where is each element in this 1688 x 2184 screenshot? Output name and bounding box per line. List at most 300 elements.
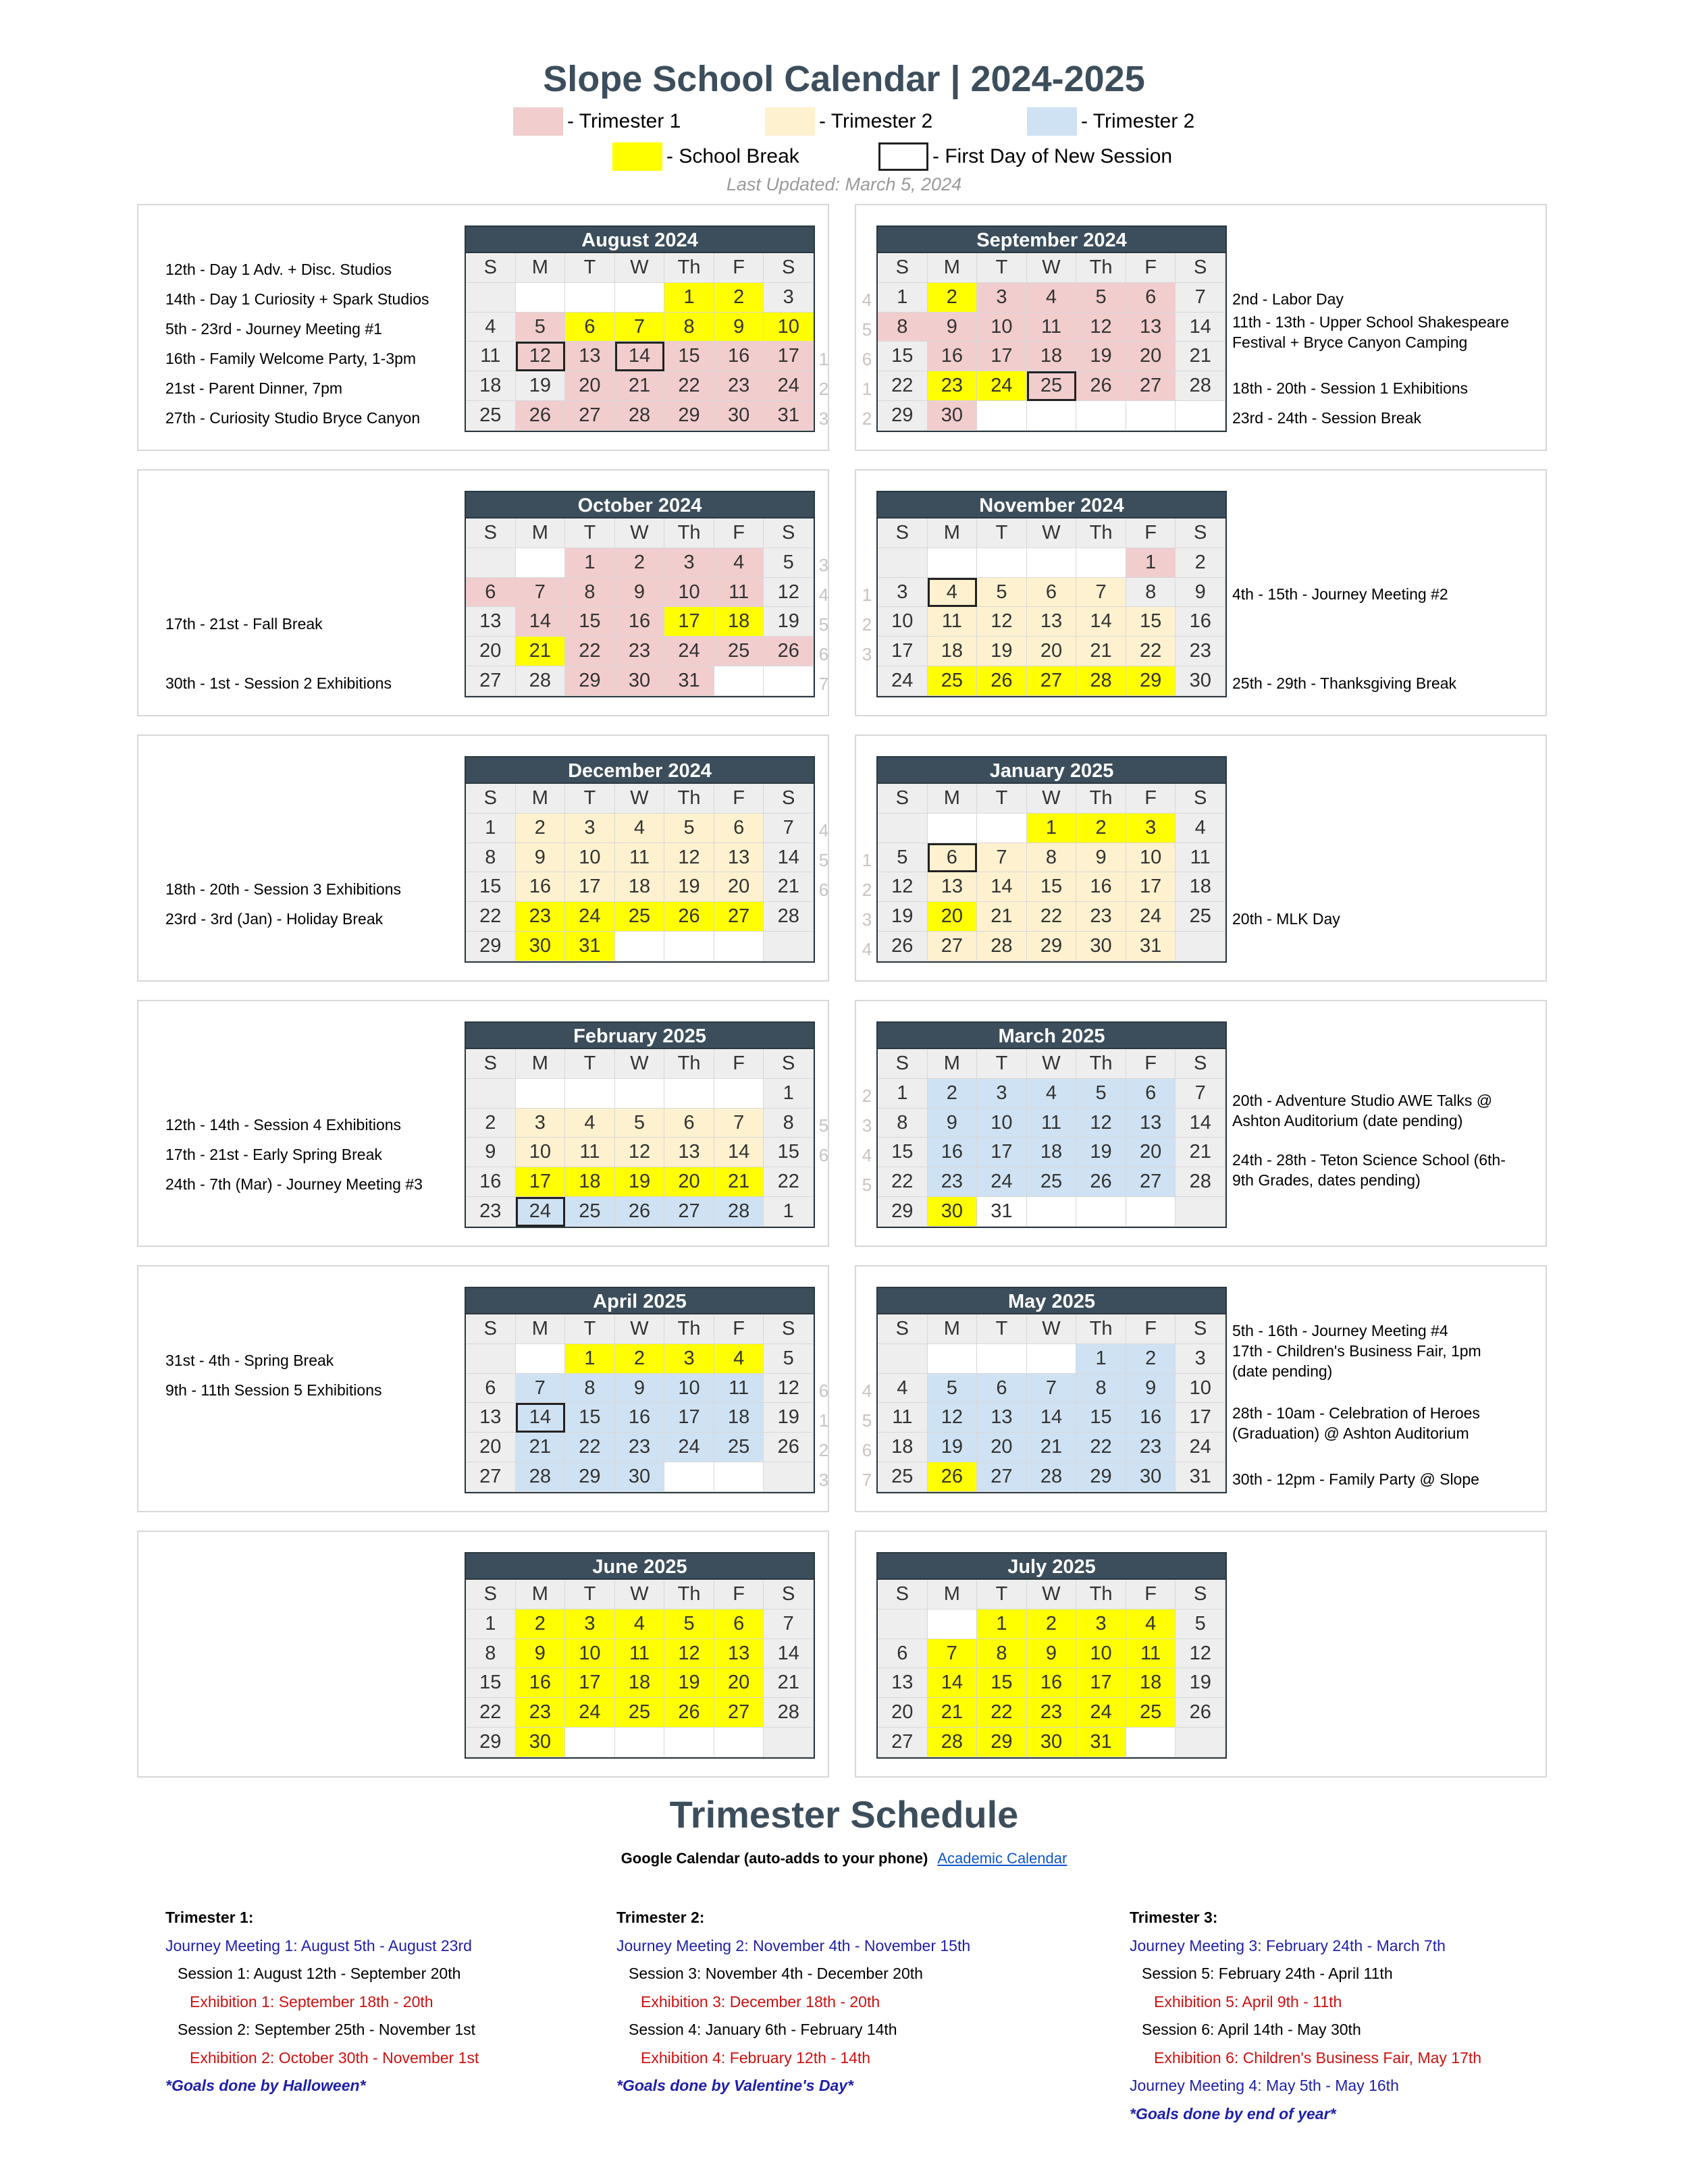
day-cell: 11: [1176, 843, 1225, 873]
day-cell: 5: [664, 814, 714, 843]
weekday-header: S: [466, 1314, 516, 1344]
day-cell: [1126, 1197, 1176, 1227]
day-cell: 17: [977, 342, 1027, 371]
session-line: Session 5: February 24th - April 11th: [1142, 1965, 1393, 1982]
trimester-3-column: [1130, 1904, 1481, 2128]
day-cell: 17: [1076, 1668, 1126, 1698]
day-cell: 23: [615, 1433, 665, 1462]
day-cell: 17: [664, 1403, 714, 1433]
session-line: Session 3: November 4th - December 20th: [629, 1965, 923, 1982]
day-cell: 4: [878, 1374, 928, 1404]
trimester-2-column: [616, 1904, 970, 2100]
weekday-header: T: [565, 253, 615, 283]
day-cell: 12: [977, 607, 1027, 637]
event-note: 5th - 23rd - Journey Meeting #1: [165, 320, 382, 338]
day-cell: 26: [516, 401, 566, 431]
session-line: Session 6: April 14th - May 30th: [1142, 2021, 1361, 2038]
day-cell: 5: [1076, 283, 1126, 313]
day-cell: 18: [615, 1668, 665, 1698]
day-cell: [764, 1462, 814, 1492]
day-cell: [764, 666, 814, 696]
day-cell: 2: [466, 1109, 516, 1138]
month-calendar: [465, 756, 815, 965]
day-cell: 22: [878, 371, 928, 401]
weekday-header: T: [977, 1049, 1027, 1079]
legend-swatch: [765, 107, 815, 136]
day-cell: 30: [1126, 1462, 1176, 1492]
weekday-header: W: [615, 1580, 665, 1609]
day-cell: [1076, 1197, 1126, 1227]
day-cell: 14: [1176, 313, 1225, 342]
day-cell: 27: [878, 1728, 928, 1757]
weekday-header: M: [516, 518, 566, 548]
day-cell: 1: [466, 814, 516, 843]
weekday-header: S: [1176, 784, 1225, 814]
day-cell: 15: [878, 342, 928, 371]
legend-label: - Trimester 2: [819, 110, 933, 132]
day-cell: 6: [466, 1374, 516, 1404]
exhibition-line: Exhibition 1: September 18th - 20th: [190, 1992, 433, 2010]
day-cell: 2: [928, 1079, 978, 1109]
day-cell: 29: [664, 401, 714, 431]
day-cell: 24: [565, 1698, 615, 1728]
week-number: 5: [818, 850, 829, 870]
day-cell: 25: [565, 1197, 615, 1227]
day-cell: 9: [928, 1109, 978, 1138]
day-cell: 11: [1126, 1639, 1176, 1669]
session-line: Session 1: August 12th - September 20th: [178, 1965, 461, 1982]
day-cell: 8: [466, 843, 516, 873]
day-cell: 31: [1126, 932, 1176, 961]
day-cell: 27: [664, 1197, 714, 1227]
legend-school-break: [612, 142, 799, 171]
day-cell: 3: [1076, 1609, 1126, 1639]
legend-trimester-3: [1027, 107, 1194, 136]
month-calendar: [876, 1552, 1227, 1761]
day-cell: 30: [928, 1197, 978, 1227]
day-cell: 16: [928, 1138, 978, 1167]
day-cell: 7: [977, 843, 1027, 873]
day-cell: 12: [1176, 1639, 1225, 1669]
day-cell: 8: [466, 1639, 516, 1669]
day-cell: 20: [664, 1167, 714, 1197]
day-cell: 7: [928, 1639, 978, 1669]
day-cell: 3: [764, 283, 814, 313]
day-cell: 19: [764, 1403, 814, 1433]
weekday-header: T: [977, 253, 1027, 283]
day-cell: 5: [764, 1344, 814, 1374]
event-note: 18th - 20th - Session 3 Exhibitions: [165, 880, 402, 898]
day-cell: 8: [977, 1639, 1027, 1669]
day-cell: [878, 1344, 928, 1374]
day-cell: 28: [1176, 1167, 1225, 1197]
trimester-heading: Trimester 2:: [616, 1909, 705, 1926]
weekday-header: W: [1027, 784, 1077, 814]
day-cell: 7: [1176, 1079, 1225, 1109]
day-cell: 30: [928, 401, 978, 431]
day-cell: 8: [1076, 1374, 1126, 1404]
day-cell: 20: [466, 1433, 516, 1462]
day-cell: 18: [714, 1403, 764, 1433]
weekday-header: F: [714, 1314, 764, 1344]
session-line: Session 4: January 6th - February 14th: [629, 2021, 897, 2038]
weekday-header: W: [1027, 253, 1077, 283]
weekday-header: S: [878, 1314, 928, 1344]
month-grid: [876, 1314, 1227, 1493]
day-cell: 4: [615, 1609, 665, 1639]
day-cell: 30: [1076, 932, 1126, 961]
day-cell: 15: [466, 1668, 516, 1698]
week-number: 4: [862, 1381, 872, 1401]
day-cell: 23: [615, 637, 665, 666]
weekday-header: M: [928, 1580, 978, 1609]
day-cell: [1027, 401, 1077, 431]
event-note: 4th - 15th - Journey Meeting #2: [1232, 585, 1448, 603]
day-cell: 17: [764, 342, 814, 371]
day-cell: 10: [878, 607, 928, 637]
day-cell: 24: [977, 371, 1027, 401]
day-cell: 5: [977, 578, 1027, 608]
day-cell: 12: [664, 1639, 714, 1669]
day-cell: 9: [516, 1639, 566, 1669]
week-number: 5: [862, 1410, 872, 1431]
month-calendar: [876, 1021, 1227, 1231]
day-cell: 13: [1027, 607, 1077, 637]
week-number: 3: [862, 1115, 872, 1136]
event-note: 20th - Adventure Studio AWE Talks @ Ashton Auditorium (date pending): [1232, 1092, 1493, 1129]
day-cell: 24: [565, 902, 615, 932]
day-cell: [977, 401, 1027, 431]
month-title: January 2025: [876, 756, 1227, 784]
day-cell: 9: [928, 313, 978, 342]
day-cell: [714, 1079, 764, 1109]
exhibition-line: Exhibition 6: Children's Business Fair, May 17th: [1154, 2048, 1482, 2067]
day-cell: [714, 1728, 764, 1757]
day-cell: 28: [714, 1197, 764, 1227]
day-cell: 23: [928, 1167, 978, 1197]
day-cell: [516, 1344, 566, 1374]
day-cell: 23: [516, 1698, 566, 1728]
day-cell: [1126, 401, 1176, 431]
day-cell: 27: [466, 1462, 516, 1492]
exhibition-line: Exhibition 2: October 30th - November 1st: [190, 2048, 479, 2067]
day-cell: 1: [764, 1079, 814, 1109]
day-cell: 2: [928, 283, 978, 313]
day-cell: 1: [664, 283, 714, 313]
day-cell: 21: [928, 1698, 978, 1728]
day-cell: [1176, 1197, 1225, 1227]
day-cell: 2: [1126, 1344, 1176, 1374]
day-cell: 22: [466, 1698, 516, 1728]
last-updated: Last Updated: March 5, 2024: [726, 174, 962, 194]
day-cell: 3: [664, 1344, 714, 1374]
day-cell: 1: [977, 1609, 1027, 1639]
day-cell: 9: [1176, 578, 1225, 608]
day-cell: 6: [1027, 578, 1077, 608]
day-cell: 31: [977, 1197, 1027, 1227]
weekday-header: S: [1176, 1314, 1225, 1344]
day-cell: 6: [977, 1374, 1027, 1404]
weekday-header: Th: [1076, 253, 1126, 283]
day-cell: [1176, 1728, 1225, 1757]
day-cell: 19: [1076, 1138, 1126, 1167]
day-cell: 22: [664, 371, 714, 401]
day-cell: 28: [516, 666, 566, 696]
day-cell: 15: [664, 342, 714, 371]
week-number: 2: [862, 880, 872, 900]
day-cell: 4: [565, 1109, 615, 1138]
week-number: 6: [818, 644, 829, 664]
day-cell: 10: [565, 843, 615, 873]
day-cell: 19: [664, 872, 714, 902]
day-cell: 9: [714, 313, 764, 342]
day-cell: 21: [1027, 1433, 1077, 1462]
page-title: Slope School Calendar | 2024-2025: [543, 59, 1145, 99]
day-cell: 4: [1176, 814, 1225, 843]
day-cell: 17: [977, 1138, 1027, 1167]
day-cell: 24: [516, 1197, 566, 1227]
day-cell: 10: [664, 1374, 714, 1404]
day-cell: 12: [1076, 1109, 1126, 1138]
weekday-header: S: [1176, 1049, 1225, 1079]
day-cell: 7: [1076, 578, 1126, 608]
day-cell: 27: [466, 666, 516, 696]
month-grid: [465, 1049, 815, 1228]
day-cell: [714, 1462, 764, 1492]
day-cell: 13: [928, 872, 978, 902]
day-cell: 10: [977, 1109, 1027, 1138]
day-cell: 10: [565, 1639, 615, 1669]
event-note: 23rd - 24th - Session Break: [1232, 409, 1421, 427]
day-cell: 14: [1176, 1109, 1225, 1138]
day-cell: 2: [516, 1609, 566, 1639]
journey-meeting: Journey Meeting 3: February 24th - March 7th: [1130, 1936, 1446, 1954]
weekday-header: S: [878, 518, 928, 548]
day-cell: 23: [1027, 1698, 1077, 1728]
month-grid: [465, 253, 815, 432]
day-cell: 14: [516, 1403, 566, 1433]
day-cell: [615, 283, 665, 313]
day-cell: 24: [664, 1433, 714, 1462]
day-cell: 28: [977, 932, 1027, 961]
day-cell: 13: [1126, 1109, 1176, 1138]
day-cell: 4: [1027, 283, 1077, 313]
legend-label: - Trimester 2: [1081, 110, 1195, 132]
weekday-header: S: [878, 1580, 928, 1609]
day-cell: [615, 1728, 665, 1757]
day-cell: 19: [1176, 1668, 1225, 1698]
day-cell: 17: [565, 872, 615, 902]
weekday-header: S: [878, 1049, 928, 1079]
weekday-header: S: [878, 253, 928, 283]
day-cell: 16: [516, 872, 566, 902]
week-number: 5: [862, 319, 872, 340]
day-cell: 18: [565, 1167, 615, 1197]
day-cell: 1: [1076, 1344, 1126, 1374]
event-note: 23rd - 3rd (Jan) - Holiday Break: [165, 910, 384, 928]
academic-calendar-link[interactable]: Academic Calendar: [937, 1850, 1067, 1867]
day-cell: 11: [714, 578, 764, 608]
day-cell: 31: [1176, 1462, 1225, 1492]
day-cell: 29: [565, 666, 615, 696]
weekday-header: T: [977, 518, 1027, 548]
day-cell: 14: [764, 1639, 814, 1669]
month-title: February 2025: [465, 1021, 815, 1049]
weekday-header: F: [1126, 1314, 1176, 1344]
event-note: 20th - MLK Day: [1232, 910, 1340, 928]
weekday-header: W: [615, 1049, 665, 1079]
weekday-header: Th: [1076, 1049, 1126, 1079]
day-cell: 31: [764, 401, 814, 431]
day-cell: 17: [516, 1167, 566, 1197]
day-cell: [878, 1609, 928, 1639]
day-cell: 25: [878, 1462, 928, 1492]
day-cell: 5: [1076, 1079, 1126, 1109]
day-cell: 5: [664, 1609, 714, 1639]
day-cell: 6: [928, 843, 978, 873]
month-calendar: [876, 491, 1227, 700]
day-cell: 14: [977, 872, 1027, 902]
day-cell: 27: [714, 902, 764, 932]
weekday-header: Th: [664, 784, 714, 814]
day-cell: 17: [664, 607, 714, 637]
week-number: 1: [862, 850, 872, 870]
day-cell: 7: [615, 313, 665, 342]
day-cell: 13: [714, 1639, 764, 1669]
day-cell: 27: [565, 401, 615, 431]
weekday-header: T: [565, 1580, 615, 1609]
month-grid: [876, 1049, 1227, 1228]
day-cell: 22: [565, 1433, 615, 1462]
day-cell: 10: [664, 578, 714, 608]
month-grid: [876, 518, 1227, 697]
day-cell: [1076, 548, 1126, 578]
day-cell: 3: [565, 1609, 615, 1639]
month-title: October 2024: [465, 491, 815, 518]
month-panel: [855, 469, 1547, 716]
day-cell: [466, 283, 516, 313]
weekday-header: W: [1027, 518, 1077, 548]
weekday-header: T: [977, 1314, 1027, 1344]
legend-swatch: [878, 142, 928, 171]
day-cell: 26: [878, 932, 928, 961]
day-cell: [928, 1609, 978, 1639]
weekday-header: F: [714, 518, 764, 548]
day-cell: 4: [928, 578, 978, 608]
day-cell: 13: [878, 1668, 928, 1698]
day-cell: 21: [977, 902, 1027, 932]
day-cell: 7: [764, 1609, 814, 1639]
day-cell: 1: [1126, 548, 1176, 578]
weekday-header: S: [764, 1580, 814, 1609]
weekday-header: F: [714, 1580, 764, 1609]
day-cell: 6: [878, 1639, 928, 1669]
day-cell: [1176, 401, 1225, 431]
weekday-header: S: [1176, 1580, 1225, 1609]
day-cell: 27: [714, 1698, 764, 1728]
day-cell: 21: [1176, 1138, 1225, 1167]
day-cell: 5: [878, 843, 928, 873]
day-cell: 14: [516, 607, 566, 637]
day-cell: 30: [516, 1728, 566, 1757]
day-cell: 29: [977, 1728, 1027, 1757]
week-number: 2: [862, 1086, 872, 1106]
day-cell: 16: [1076, 872, 1126, 902]
day-cell: 9: [1027, 1639, 1077, 1669]
day-cell: 30: [516, 932, 566, 961]
day-cell: 16: [1126, 1403, 1176, 1433]
weekday-header: F: [1126, 518, 1176, 548]
day-cell: 8: [1126, 578, 1176, 608]
day-cell: 25: [1027, 371, 1077, 401]
day-cell: 11: [466, 342, 516, 371]
day-cell: [664, 1079, 714, 1109]
day-cell: 11: [714, 1374, 764, 1404]
month-calendar: [465, 1287, 815, 1496]
day-cell: 9: [466, 1138, 516, 1167]
day-cell: 10: [1126, 843, 1176, 873]
weekday-header: Th: [664, 253, 714, 283]
month-title: September 2024: [876, 225, 1227, 253]
day-cell: 29: [1076, 1462, 1126, 1492]
day-cell: [928, 548, 978, 578]
day-cell: 5: [1176, 1609, 1225, 1639]
day-cell: 22: [1126, 637, 1176, 666]
legend-label: - School Break: [666, 145, 799, 167]
day-cell: 15: [977, 1668, 1027, 1698]
day-cell: 9: [615, 1374, 665, 1404]
weekday-header: T: [565, 784, 615, 814]
day-cell: [878, 814, 928, 843]
day-cell: [516, 1079, 566, 1109]
week-number: 2: [862, 614, 872, 635]
day-cell: 19: [615, 1167, 665, 1197]
day-cell: 19: [1076, 342, 1126, 371]
day-cell: 12: [1076, 313, 1126, 342]
month-title: December 2024: [465, 756, 815, 784]
day-cell: 19: [928, 1433, 978, 1462]
day-cell: 24: [1126, 902, 1176, 932]
day-cell: 25: [714, 637, 764, 666]
weekday-header: F: [1126, 1580, 1176, 1609]
day-cell: 18: [714, 607, 764, 637]
day-cell: 31: [664, 666, 714, 696]
day-cell: 30: [714, 401, 764, 431]
day-cell: 11: [1027, 313, 1077, 342]
day-cell: [878, 548, 928, 578]
weekday-header: Th: [664, 1580, 714, 1609]
weekday-header: S: [466, 1049, 516, 1079]
session-line: Session 2: September 25th - November 1st: [178, 2021, 476, 2038]
day-cell: 12: [615, 1138, 665, 1167]
weekday-header: Th: [1076, 518, 1126, 548]
day-cell: 17: [1126, 872, 1176, 902]
event-note: 28th - 10am - Celebration of Heroes (Graduation) @ Ashton Auditorium: [1232, 1404, 1480, 1442]
week-number: 4: [818, 820, 829, 841]
event-note: 11th - 13th - Upper School Shakespeare Festival + Bryce Canyon Camping: [1232, 313, 1509, 351]
weekday-header: M: [516, 1314, 566, 1344]
day-cell: 13: [466, 1403, 516, 1433]
weekday-header: W: [615, 784, 665, 814]
day-cell: [714, 932, 764, 961]
month-grid: [465, 518, 815, 697]
weekday-header: Th: [664, 1314, 714, 1344]
day-cell: 12: [664, 843, 714, 873]
day-cell: 15: [1027, 872, 1077, 902]
day-cell: 8: [1027, 843, 1077, 873]
day-cell: 7: [714, 1109, 764, 1138]
day-cell: 15: [466, 872, 516, 902]
